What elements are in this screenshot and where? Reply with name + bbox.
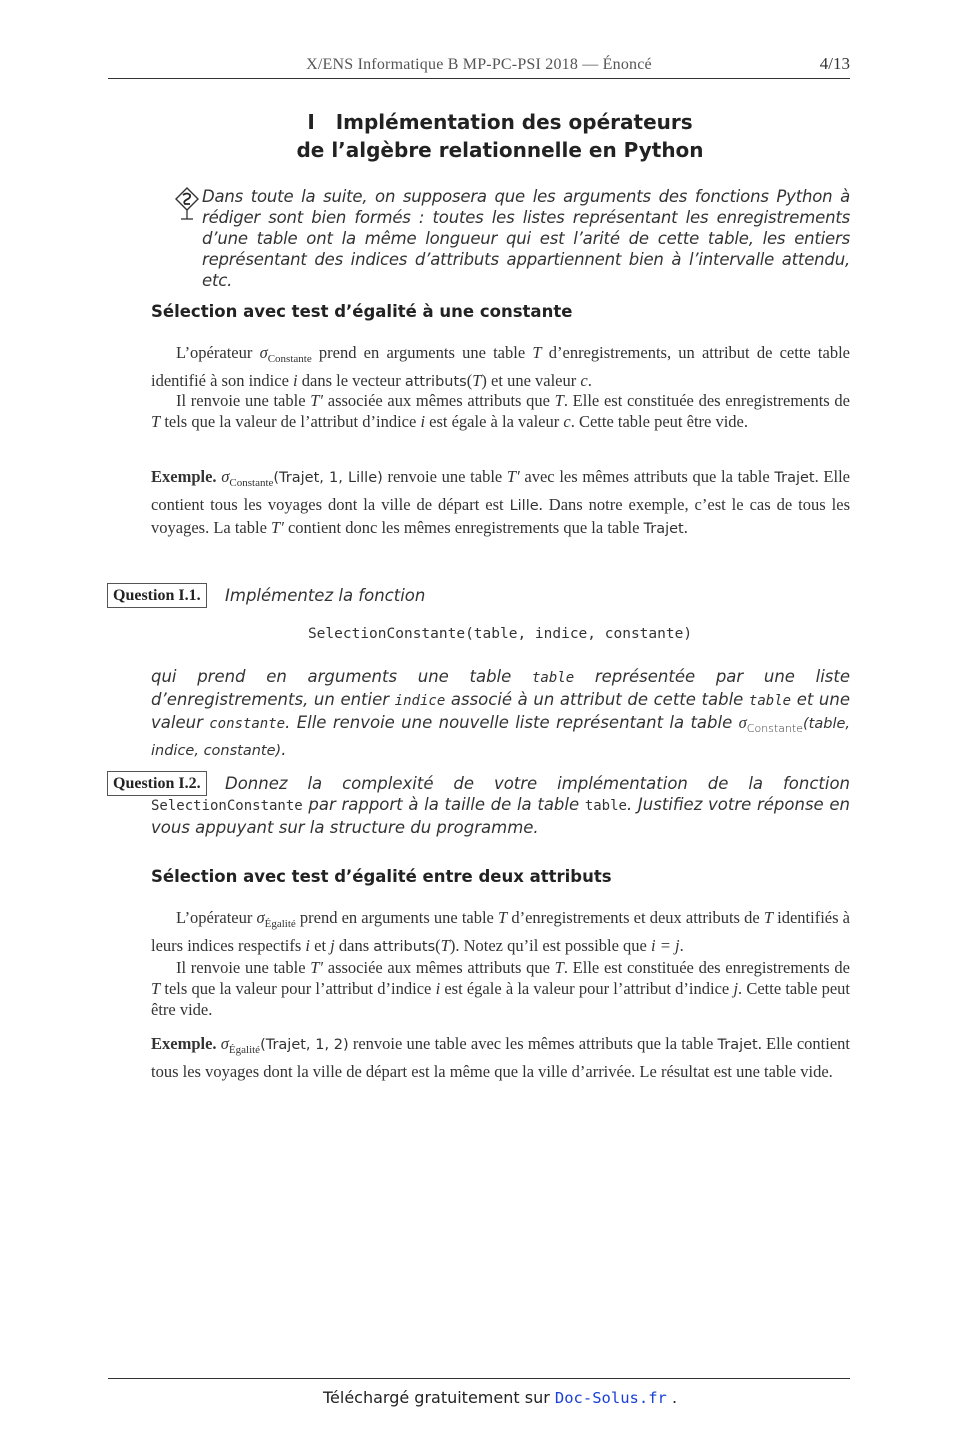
doc-solus-link[interactable]: Doc-Solus.fr xyxy=(554,1389,667,1407)
subsection-heading-attributes: Sélection avec test d’égalité entre deux attributs xyxy=(151,867,612,886)
footer: Téléchargé gratuitement sur Doc-Solus.fr . xyxy=(322,1388,678,1407)
section-number: I xyxy=(307,110,315,134)
paragraph-operator-constant: L’opérateur $\sigma_{Constante}$ prend en arguments une table T d’enregistrements, un attribut de cette table identifié à son indice i dans le vecteur attributs(T) et une valeur c. xyxy=(151,343,851,390)
running-header xyxy=(108,52,850,79)
paragraph-returns-constant: Il renvoie une table T′ associée aux mêmes attributs que T. Elle est constituée des enregistrements de T tels que la valeur de l’attribut d’indice i est égale à la valeur c. Cette table peut être vide. xyxy=(151,391,850,431)
subsection-heading-constant: Sélection avec test d’égalité à une constante xyxy=(151,302,573,321)
page-number: 4/13 xyxy=(819,54,850,73)
example-equality: Exemple. $\sigma_{Égalité}(Trajet$, 1, 2) renvoie une table avec les mêmes attributs que la table Trajet. Elle contient tous les voyages dont la ville de départ est la même que la ville d’arrivée. Le résultat est une table vide. xyxy=(151,1034,850,1081)
function-signature-code: SelectionConstante(table, indice, constante) xyxy=(307,626,693,642)
example-constant: Exemple. $\sigma_{Constante}(Trajet$, 1, Lille) renvoie une table T′ avec les mêmes attributs que la table Trajet. Elle contient tous les voyages dont la ville de départ est Lille. Dans notre exemple, c’est le cas de tous les voyages. La table T′ contient donc les mêmes enregistrements que la table Trajet. xyxy=(151,467,850,537)
section-title-line2: de l’algèbre relationnelle en Python xyxy=(296,138,704,162)
question-label-1-1: Question I.1. xyxy=(107,583,207,608)
question-1-1-text: qui prend en arguments une table table représentée par une liste d’enregistrements, un entier indice associé à un attribut de cette table table et une valeur constante. Elle renvoie une nouvelle liste représentant la table $\sigma_{Constante}(table$, indice, constante). xyxy=(151,667,851,759)
header-title: X/ENS Informatique B MP-PC-PSI 2018 — Énoncé xyxy=(306,56,652,73)
warning-sign-icon xyxy=(174,186,200,222)
paragraph-operator-equality: L’opérateur $\sigma_{Égalité}$ prend en arguments une table T d’enregistrements et deux attributs de T identifiés à leurs indices respectifs i et j dans attributs(T). Notez qu’il est possible que i = j. xyxy=(151,908,850,955)
section-heading xyxy=(108,108,892,164)
question-1-1-intro: Implémentez la fonction xyxy=(225,586,426,605)
question-label-1-2: Question I.2. xyxy=(107,771,207,796)
preliminary-note: Dans toute la suite, on supposera que les arguments des fonctions Python à rédiger sont bien formés : toutes les listes représentant les enregistrements d’une table ont la même longueur qui est l’arité de cette table, les entiers représentant des indices d’attributs appartiennent bien à l’intervalle attendu, etc. xyxy=(202,187,850,290)
paragraph-returns-equality: Il renvoie une table T′ associée aux mêmes attributs que T. Elle est constituée des enregistrements de T tels que la valeur pour l’attribut d’indice i est égale à la valeur pour l’attribut d’indice j. Cette table peut être vide. xyxy=(151,958,850,1019)
section-title-line1: Implémentation des opérateurs xyxy=(335,110,693,134)
footer-divider xyxy=(108,1378,850,1379)
question-1-2-text: Donnez la complexité de votre implémentation de la fonction SelectionConstante par rapport à la taille de la table table. Justifiez votre réponse en vous appuyant sur la structure du programme. xyxy=(151,774,850,837)
